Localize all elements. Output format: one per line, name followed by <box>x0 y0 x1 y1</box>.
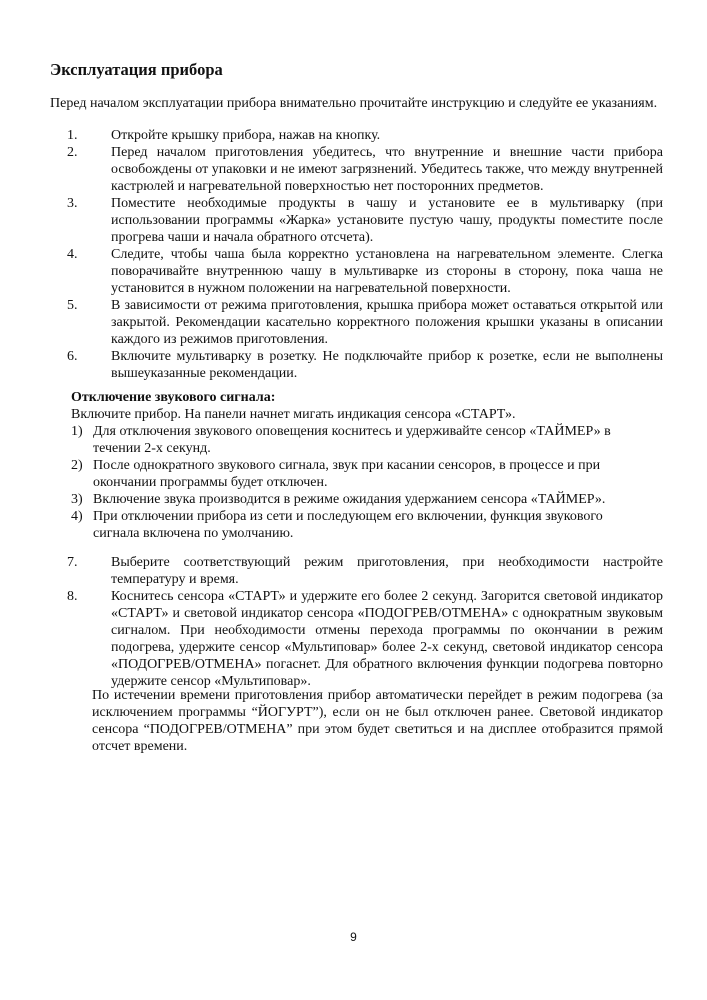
list-item-number: 2) <box>71 458 83 473</box>
final-paragraph: По истечении времени приготовления прибор автоматически перейдет в режим подогрева (за исключением программы “ЙОГУРТ”), если он не был отключен ранее. Световой индикатор сенсора “ПОДОГРЕВ/ОТМЕНА” при этом будет светиться и на дисплее отобразится прямой отсчет времени. <box>92 688 663 754</box>
list-item <box>71 457 631 491</box>
list-item <box>0 554 707 588</box>
list-item-text: Откройте крышку прибора, нажав на кнопку. <box>111 128 381 143</box>
list-item <box>0 297 707 348</box>
list-item-number: 4. <box>67 247 78 262</box>
page-number: 9 <box>350 930 357 944</box>
list-item-number: 3. <box>67 196 78 211</box>
intro-paragraph: Перед началом эксплуатации прибора внимательно прочитайте инструкцию и следуйте ее указаниям. <box>50 96 658 111</box>
sound-section-title: Отключение звукового сигнала: <box>71 390 276 405</box>
list-item <box>0 144 707 195</box>
list-item-text: Следите, чтобы чаша была корректно установлена на нагревательном элементе. Слегка поворачивайте внутреннюю чашу в мультиварке из стороны в сторону, пока чаша не установится в нужном положении на нагревательной поверхности. <box>111 247 663 296</box>
list-item-number: 1. <box>67 128 78 143</box>
steps-list-continued <box>0 554 707 690</box>
list-item <box>0 588 707 690</box>
sound-steps-list <box>71 423 631 542</box>
list-item-text: При отключении прибора из сети и последующем его включении, функция звукового сигнала включена по умолчанию. <box>93 509 603 541</box>
sound-section-intro: Включите прибор. На панели начнет мигать индикация сенсора «СТАРТ». <box>71 407 516 422</box>
list-item <box>71 423 631 457</box>
list-item-number: 4) <box>71 509 83 524</box>
sound-section <box>71 389 631 542</box>
steps-list <box>0 127 707 382</box>
list-item-number: 1) <box>71 424 83 439</box>
list-item <box>0 127 707 144</box>
list-item-text: Для отключения звукового оповещения коснитесь и удерживайте сенсор «ТАЙМЕР» в течении 2-х секунд. <box>93 424 611 456</box>
list-item-number: 8. <box>67 589 78 604</box>
list-item-text: Перед началом приготовления убедитесь, что внутренние и внешние части прибора освобождены от упаковки и не имеют загрязнений. Убедитесь также, что между внутренней кастрюлей и нагревательной поверхностью нет посторонних предметов. <box>111 145 663 194</box>
list-item-text: Коснитесь сенсора «СТАРТ» и удержите его более 2 секунд. Загорится световой индикатор «СТАРТ» и световой индикатор сенсора «ПОДОГРЕВ/ОТМЕНА» с однократным звуковым сигналом. При необходимости отмены перехода программы по окончании в режим подогрева, удержите сенсор «Мультиповар» более 2-х секунд, световой индикатор сенсора «ПОДОГРЕВ/ОТМЕНА» погаснет. Для обратного включения функции подогрева повторно удержите сенсор «Мультиповар». <box>111 589 663 689</box>
list-item-number: 7. <box>67 555 78 570</box>
list-item-text: После однократного звукового сигнала, звук при касании сенсоров, в процессе и при окончании программы будет отключен. <box>93 458 601 490</box>
page-title: Эксплуатация прибора <box>50 60 223 79</box>
list-item <box>71 491 631 508</box>
list-item-number: 5. <box>67 298 78 313</box>
list-item <box>71 508 631 542</box>
list-item <box>0 195 707 246</box>
list-item <box>0 348 707 382</box>
list-item-number: 6. <box>67 349 78 364</box>
list-item-text: Выберите соответствующий режим приготовления, при необходимости настройте температуру и время. <box>111 555 663 587</box>
list-item-text: Включите мультиварку в розетку. Не подключайте прибор к розетке, если не выполнены вышеуказанные рекомендации. <box>111 349 663 381</box>
list-item-text: В зависимости от режима приготовления, крышка прибора может оставаться открытой или закрытой. Рекомендации касательно корректного положения крышки указаны в описании каждого из режимов приготовления. <box>111 298 663 347</box>
list-item-text: Включение звука производится в режиме ожидания удержанием сенсора «ТАЙМЕР». <box>93 492 606 507</box>
list-item-number: 3) <box>71 492 83 507</box>
list-item <box>0 246 707 297</box>
list-item-number: 2. <box>67 145 78 160</box>
list-item-text: Поместите необходимые продукты в чашу и установите ее в мультиварку (при использовании программы «Жарка» установите пустую чашу, продукты поместите после прогрева чаши и начала обратного отсчета). <box>111 196 663 245</box>
